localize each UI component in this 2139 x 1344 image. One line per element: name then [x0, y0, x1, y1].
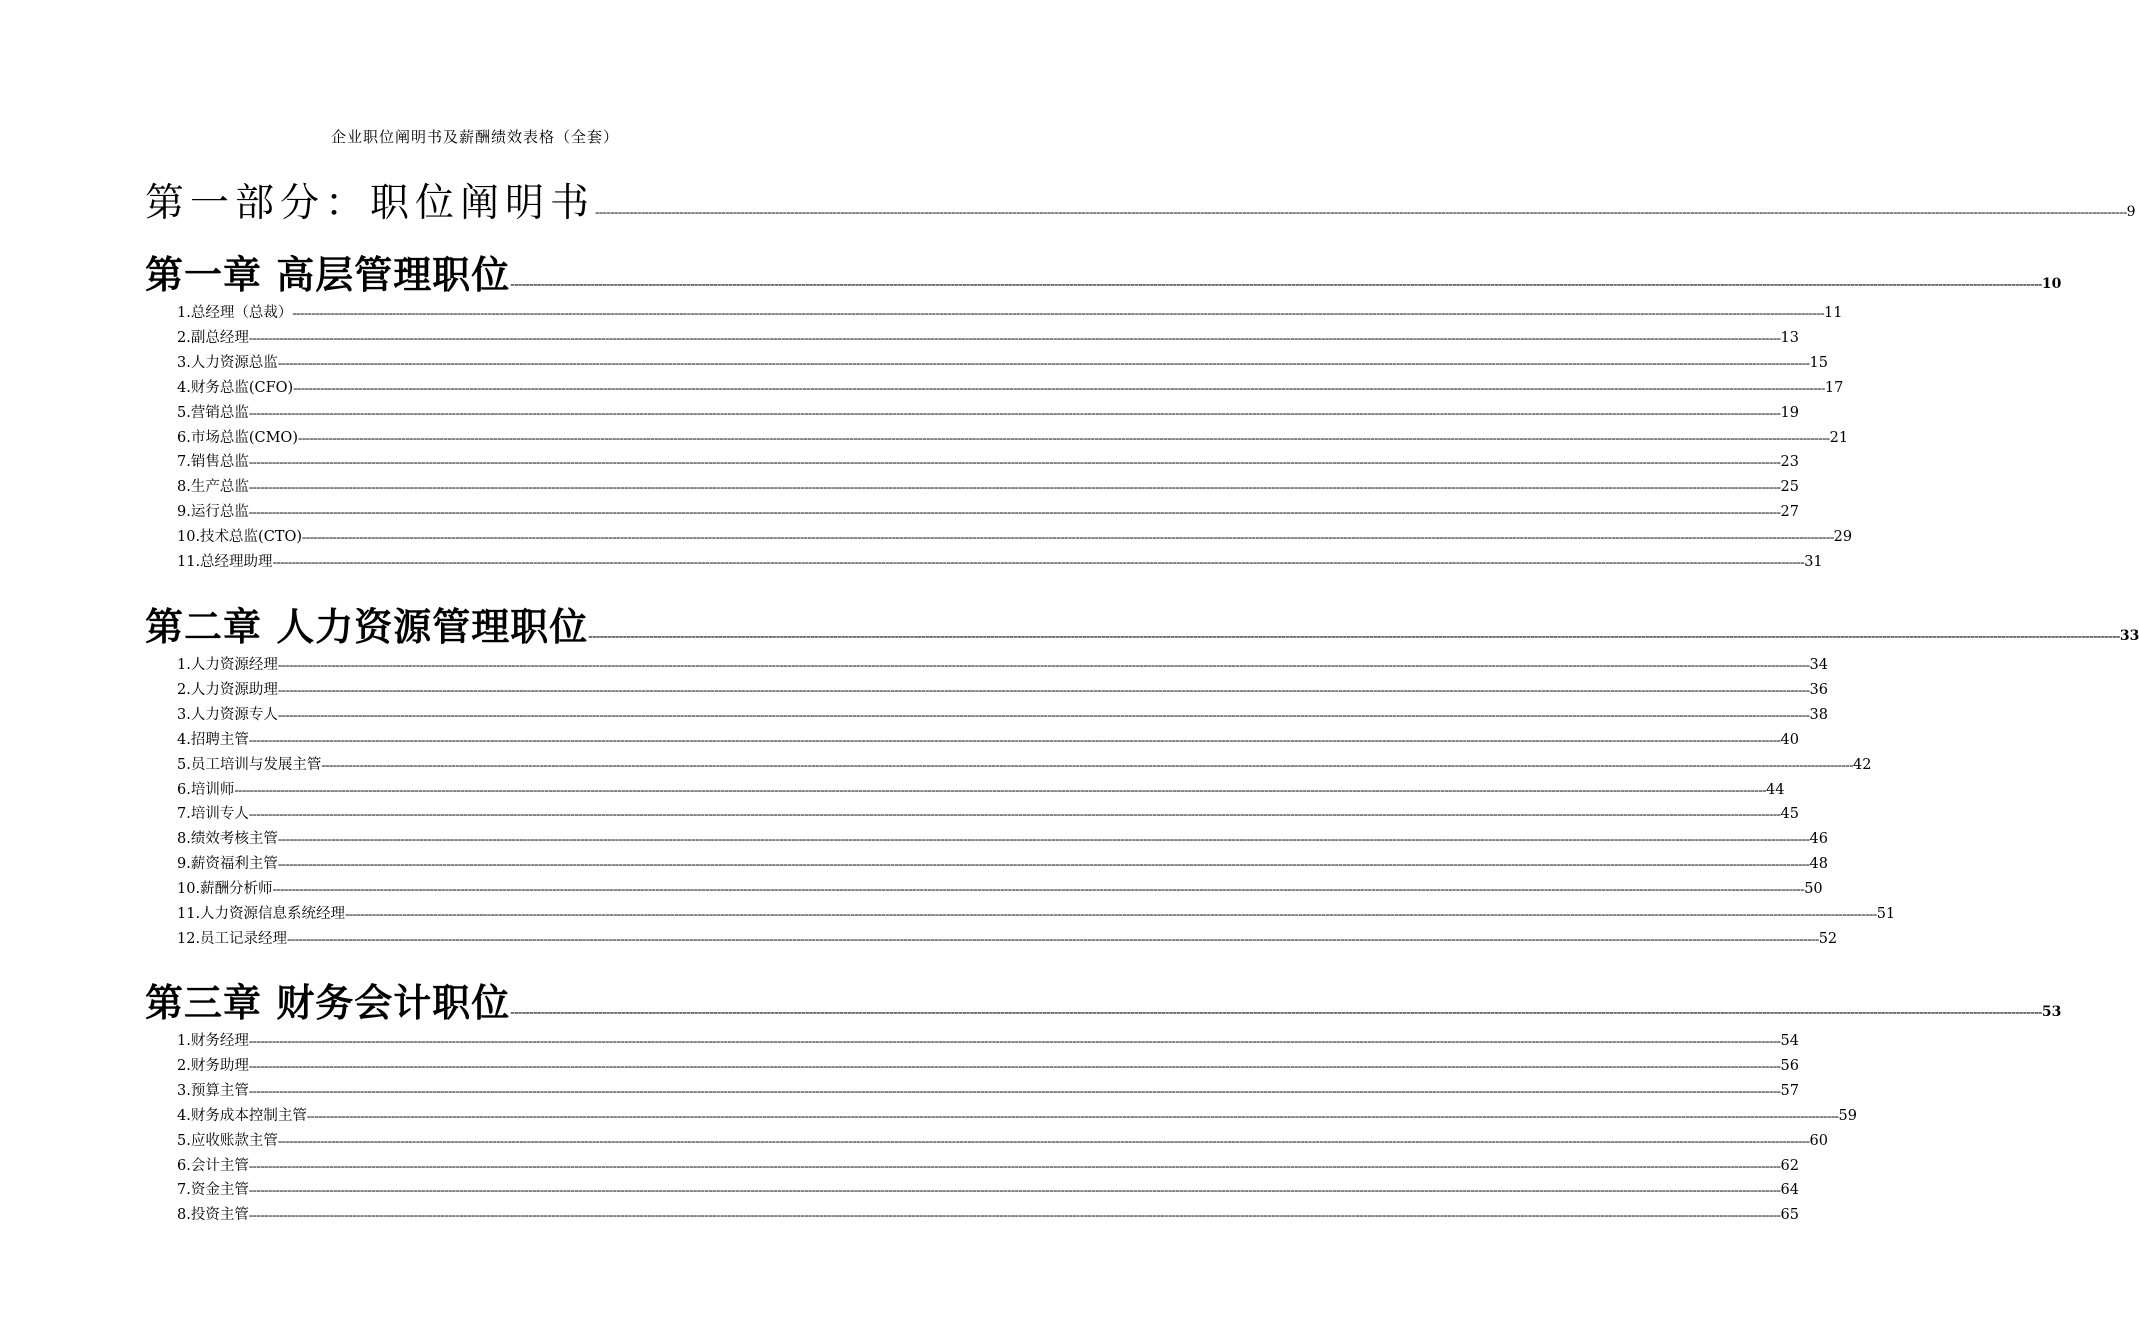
dot-leader: ----------------------------------------------------------------------------------------------------------------------------------------------------------------------------------------------------------------------------------------------------------------------------------------------------------------------------------------------------------------------------------------------------------------: [248, 1083, 1781, 1098]
item-label: 6.会计主管: [177, 1158, 249, 1174]
toc-item[interactable]: [177, 1178, 1799, 1200]
dot-leader: ----------------------------------------------------------------------------------------------------------------------------------------------------------------------------------------------------------------------------------------------------------------------------------------------------------------------------------------------------------------------------------------------------------------: [306, 1108, 1839, 1123]
page-number: 11: [1823, 305, 1843, 321]
chapter-label: 第一章 高层管理职位: [145, 252, 511, 297]
item-label: 7.培训专人: [177, 806, 249, 822]
dot-leader: ----------------------------------------------------------------------------------------------------------------------------------------------------------------------------------------------------------------------------------------------------------------------------------------------------------------------------------------------------------------------------------------------------------------: [297, 430, 1830, 445]
page-number: 51: [1876, 906, 1896, 922]
toc-item[interactable]: [177, 475, 1799, 497]
dot-leader: ----------------------------------------------------------------------------------------------------------------------------------------------------------------------------------------------------------------------------------------------------------------------------------------------------------------------------------------------------------------------------------------------------------------: [277, 707, 1810, 722]
item-label: 2.财务助理: [177, 1058, 249, 1074]
toc-item[interactable]: [177, 703, 1828, 725]
dot-leader: ----------------------------------------------------------------------------------------------------------------------------------------------------------------------------------------------------------------------------------------------------------------------------------------------------------------------------------------------------------------------------------------------------------------: [293, 380, 1825, 395]
item-label: 2.副总经理: [177, 330, 249, 346]
dot-leader: ----------------------------------------------------------------------------------------------------------------------------------------------------------------------------------------------------------------------------------------------------------------------------------------------------------------------------------------------------------------------------------------------------------------: [287, 931, 1819, 946]
item-label: 7.销售总监: [177, 454, 249, 470]
toc-item[interactable]: [177, 401, 1799, 423]
page-number: 10: [2041, 276, 2062, 292]
toc-item[interactable]: [177, 550, 1823, 572]
toc-item[interactable]: [177, 852, 1828, 874]
item-label: 4.财务总监(CFO): [177, 380, 294, 396]
dot-leader: ----------------------------------------------------------------------------------------------------------------------------------------------------------------------------------------------------------------------------------------------------------------------------------------------------------------------------------------------------------------------------------------------------------------: [272, 881, 1805, 896]
dot-leader: ----------------------------------------------------------------------------------------------------------------------------------------------------------------------------------------------------------------------------------------------------------------------------------------------------------------------------------------------------------------------------------------------------------------: [248, 1158, 1781, 1173]
page-number: 29: [1833, 529, 1853, 545]
toc-item[interactable]: [177, 1154, 1799, 1176]
page-number: 45: [1780, 806, 1799, 822]
toc-item[interactable]: [177, 827, 1828, 849]
page-number: 60: [1809, 1133, 1828, 1149]
item-label: 7.资金主管: [177, 1182, 249, 1198]
dot-leader: ----------------------------------------------------------------------------------------------------------------------------------------------------------------------------------------------------------------------------------------------------------------------------------------------------------------------------------------------------------------------------------------------------------------: [345, 906, 1877, 921]
dot-leader: ----------------------------------------------------------------------------------------------------------------------------------------------------------------------------------------------------------------------------------------------------------------------------------------------------------------------------------------------------------------------------------------------------------------: [277, 831, 1810, 846]
page-number: 52: [1818, 931, 1838, 947]
page-number: 17: [1824, 380, 1844, 396]
page-number: 54: [1780, 1033, 1799, 1049]
dot-leader: ----------------------------------------------------------------------------------------------------------------------------------------------------------------------------------------------------------------------------------------------------------------------------------------------------------------------------------------------------------------------------------------------------------------: [277, 657, 1810, 672]
item-label: 9.运行总监: [177, 504, 249, 520]
chapter-label: 第三章 财务会计职位: [145, 980, 511, 1025]
toc-item[interactable]: [177, 678, 1828, 700]
dot-leader: ----------------------------------------------------------------------------------------------------------------------------------------------------------------------------------------------------------------------------------------------------------------------------------------------------------------------------------------------------------------------------------------------------------------: [248, 1182, 1781, 1197]
page-number: 44: [1765, 782, 1785, 798]
dot-leader: ----------------------------------------------------------------------------------------------------------------------------------------------------------------------------------------------------------------------------------------------------------------------------------------------------------------------------------------------------------------------------------------------------------------: [248, 454, 1781, 469]
page-number: 50: [1804, 881, 1823, 897]
item-label: 4.招聘主管: [177, 732, 249, 748]
toc-item[interactable]: [177, 326, 1799, 348]
page-number: 15: [1809, 355, 1828, 371]
item-label: 5.员工培训与发展主管: [177, 757, 322, 773]
dot-leader: ----------------------------------------------------------------------------------------------------------------------------------------------------------------------------------------------------------------------------------------------------------------------------------------------------------------------------------------------------------------------------------------------------------------: [248, 806, 1781, 821]
item-label: 4.财务成本控制主管: [177, 1108, 307, 1124]
dot-leader: ----------------------------------------------------------------------------------------------------------------------------------------------------------------------------------------------------------------------------------------------------------------------------------------------------------------------------------------------------------------------------------------------------------------: [510, 1004, 2042, 1019]
page-number: 57: [1780, 1083, 1799, 1099]
toc-item[interactable]: [177, 1129, 1828, 1151]
page-number: 59: [1838, 1108, 1857, 1124]
item-label: 12.员工记录经理: [177, 931, 288, 947]
toc-part-1[interactable]: [145, 172, 2136, 226]
toc-item[interactable]: [177, 653, 1828, 675]
item-label: 1.人力资源经理: [177, 657, 278, 673]
toc-chapter-3[interactable]: [145, 972, 2062, 1025]
toc-item[interactable]: [177, 450, 1799, 472]
item-label: 3.人力资源总监: [177, 355, 278, 371]
dot-leader: ----------------------------------------------------------------------------------------------------------------------------------------------------------------------------------------------------------------------------------------------------------------------------------------------------------------------------------------------------------------------------------------------------------------: [272, 554, 1805, 569]
page-number: 9: [2126, 204, 2136, 220]
page-number: 40: [1780, 732, 1799, 748]
page-number: 33: [2119, 628, 2139, 644]
item-label: 6.市场总监(CMO): [177, 430, 298, 446]
dot-leader: ----------------------------------------------------------------------------------------------------------------------------------------------------------------------------------------------------------------------------------------------------------------------------------------------------------------------------------------------------------------------------------------------------------------: [248, 405, 1781, 420]
toc-item[interactable]: [177, 802, 1799, 824]
dot-leader: ----------------------------------------------------------------------------------------------------------------------------------------------------------------------------------------------------------------------------------------------------------------------------------------------------------------------------------------------------------------------------------------------------------------: [248, 1207, 1781, 1222]
toc-item[interactable]: [177, 525, 1853, 547]
page-number: 65: [1780, 1207, 1799, 1223]
part-title: 第一部分：职位阐明书: [145, 181, 596, 226]
page-number: 62: [1780, 1158, 1799, 1174]
item-label: 3.人力资源专人: [177, 707, 278, 723]
item-label: 10.薪酬分析师: [177, 881, 273, 897]
toc-item[interactable]: [177, 927, 1838, 949]
page-number: 56: [1780, 1058, 1799, 1074]
toc-item[interactable]: [177, 1079, 1799, 1101]
toc-item[interactable]: [177, 1104, 1857, 1126]
toc-item[interactable]: [177, 376, 1844, 398]
page-number: 48: [1809, 856, 1828, 872]
item-label: 11.人力资源信息系统经理: [177, 906, 346, 922]
dot-leader: ----------------------------------------------------------------------------------------------------------------------------------------------------------------------------------------------------------------------------------------------------------------------------------------------------------------------------------------------------------------------------------------------------------------: [277, 682, 1810, 697]
dot-leader: ----------------------------------------------------------------------------------------------------------------------------------------------------------------------------------------------------------------------------------------------------------------------------------------------------------------------------------------------------------------------------------------------------------------: [595, 204, 2127, 219]
item-label: 8.绩效考核主管: [177, 831, 278, 847]
item-label: 11.总经理助理: [177, 554, 273, 570]
dot-leader: ----------------------------------------------------------------------------------------------------------------------------------------------------------------------------------------------------------------------------------------------------------------------------------------------------------------------------------------------------------------------------------------------------------------: [248, 1058, 1781, 1073]
dot-leader: ----------------------------------------------------------------------------------------------------------------------------------------------------------------------------------------------------------------------------------------------------------------------------------------------------------------------------------------------------------------------------------------------------------------: [321, 757, 1853, 772]
toc-chapter-2[interactable]: [145, 596, 2139, 649]
item-label: 1.财务经理: [177, 1033, 249, 1049]
page-number: 34: [1809, 657, 1828, 673]
page-number: 31: [1804, 554, 1823, 570]
toc-item[interactable]: [177, 351, 1828, 373]
page-number: 36: [1809, 682, 1828, 698]
toc-item[interactable]: [177, 426, 1849, 448]
page-number: 53: [2041, 1004, 2062, 1020]
dot-leader: ----------------------------------------------------------------------------------------------------------------------------------------------------------------------------------------------------------------------------------------------------------------------------------------------------------------------------------------------------------------------------------------------------------------: [248, 479, 1781, 494]
item-label: 3.预算主管: [177, 1083, 249, 1099]
item-label: 2.人力资源助理: [177, 682, 278, 698]
dot-leader: ----------------------------------------------------------------------------------------------------------------------------------------------------------------------------------------------------------------------------------------------------------------------------------------------------------------------------------------------------------------------------------------------------------------: [248, 330, 1781, 345]
page-number: 27: [1780, 504, 1799, 520]
toc-item[interactable]: [177, 877, 1823, 899]
chapter-label: 第二章 人力资源管理职位: [145, 604, 589, 649]
toc-item[interactable]: [177, 301, 1843, 323]
toc-item[interactable]: [177, 902, 1896, 924]
item-label: 8.生产总监: [177, 479, 249, 495]
item-label: 9.薪资福利主管: [177, 856, 278, 872]
dot-leader: ----------------------------------------------------------------------------------------------------------------------------------------------------------------------------------------------------------------------------------------------------------------------------------------------------------------------------------------------------------------------------------------------------------------: [292, 305, 1824, 320]
document-title: 企业职位阐明书及薪酬绩效表格（全套）: [330, 128, 619, 146]
dot-leader: ----------------------------------------------------------------------------------------------------------------------------------------------------------------------------------------------------------------------------------------------------------------------------------------------------------------------------------------------------------------------------------------------------------------: [248, 1033, 1781, 1048]
page-number: 38: [1809, 707, 1828, 723]
toc-item[interactable]: [177, 728, 1799, 750]
page-number: 64: [1780, 1182, 1799, 1198]
dot-leader: ----------------------------------------------------------------------------------------------------------------------------------------------------------------------------------------------------------------------------------------------------------------------------------------------------------------------------------------------------------------------------------------------------------------: [277, 355, 1810, 370]
page-number: 42: [1852, 757, 1872, 773]
item-label: 8.投资主管: [177, 1207, 249, 1223]
toc-item[interactable]: [177, 1054, 1799, 1076]
dot-leader: ----------------------------------------------------------------------------------------------------------------------------------------------------------------------------------------------------------------------------------------------------------------------------------------------------------------------------------------------------------------------------------------------------------------: [248, 732, 1781, 747]
toc-item[interactable]: [177, 1029, 1799, 1051]
toc-item[interactable]: [177, 778, 1785, 800]
dot-leader: ----------------------------------------------------------------------------------------------------------------------------------------------------------------------------------------------------------------------------------------------------------------------------------------------------------------------------------------------------------------------------------------------------------------: [234, 782, 1766, 797]
toc-item[interactable]: [177, 1203, 1799, 1225]
item-label: 10.技术总监(CTO): [177, 529, 303, 545]
dot-leader: ----------------------------------------------------------------------------------------------------------------------------------------------------------------------------------------------------------------------------------------------------------------------------------------------------------------------------------------------------------------------------------------------------------------: [277, 856, 1810, 871]
dot-leader: ----------------------------------------------------------------------------------------------------------------------------------------------------------------------------------------------------------------------------------------------------------------------------------------------------------------------------------------------------------------------------------------------------------------: [248, 504, 1781, 519]
item-label: 5.营销总监: [177, 405, 249, 421]
toc-item[interactable]: [177, 500, 1799, 522]
toc-chapter-1[interactable]: [145, 244, 2062, 297]
page-number: 19: [1780, 405, 1799, 421]
dot-leader: ----------------------------------------------------------------------------------------------------------------------------------------------------------------------------------------------------------------------------------------------------------------------------------------------------------------------------------------------------------------------------------------------------------------: [302, 529, 1834, 544]
page-number: 21: [1829, 430, 1849, 446]
dot-leader: ----------------------------------------------------------------------------------------------------------------------------------------------------------------------------------------------------------------------------------------------------------------------------------------------------------------------------------------------------------------------------------------------------------------: [277, 1133, 1810, 1148]
page-number: 13: [1780, 330, 1799, 346]
page-number: 25: [1780, 479, 1799, 495]
item-label: 6.培训师: [177, 782, 235, 798]
toc-item[interactable]: [177, 753, 1872, 775]
dot-leader: ----------------------------------------------------------------------------------------------------------------------------------------------------------------------------------------------------------------------------------------------------------------------------------------------------------------------------------------------------------------------------------------------------------------: [588, 628, 2120, 643]
page-number: 46: [1809, 831, 1828, 847]
page-number: 23: [1780, 454, 1799, 470]
item-label: 1.总经理（总裁）: [177, 305, 293, 321]
dot-leader: ----------------------------------------------------------------------------------------------------------------------------------------------------------------------------------------------------------------------------------------------------------------------------------------------------------------------------------------------------------------------------------------------------------------: [510, 276, 2042, 291]
item-label: 5.应收账款主管: [177, 1133, 278, 1149]
